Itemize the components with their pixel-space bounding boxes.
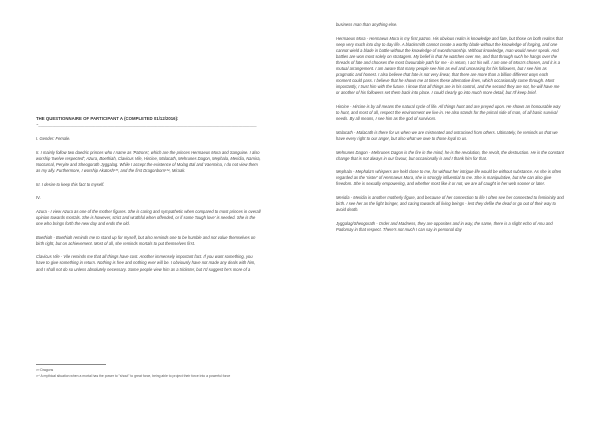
azura-paragraph: Azura - I view Azura as one of the mother figures. She is caring and sympathetic when compared to most princes in overall opinion towards mortals. She is however, strict and wrathful when offended, or if some 'tough love' is needed. She is the one who brings forth the new day and ends the old. (36, 208, 261, 227)
questionnaire-title: THE QUESTIONNAIRE OF PARTICIPANT A (COMPLETED 01/12/2016): (36, 116, 179, 121)
gender-answer: I. Gender: Female. (36, 136, 71, 142)
malacath-paragraph: Malacath - Malacath is there for us when we are mistreated and ostracised from others. Ultimately, he reminds us that we have every right to our anger, but also what we owe to those loyal to us. (336, 129, 558, 141)
mehrunes-dagon-paragraph: Mehrunes Dagon - Mehrunes Dagon is the fire in the mind, he is the revolution, the revolt, the destruction. He is the constant change that is not always in our favour, but occasionally is and I thank him for that. (336, 149, 564, 161)
clavicus-vile-paragraph: Clavicus Vile - Vile reminds me that all things have cost. Another immensely important fact. If you want something, you have to give something in return. Nothing is free and nothing ever will be. I obviously have not made any deals with him, and I shall not do so unless absolutely necessary. Some people view him as a trickster, but I'd suggest he's more of a (36, 254, 256, 272)
jyggalag-sheogorath-paragraph: Jyggalag/Sheogorath - Order and Madness, they are opposites and in way, the same, there is a slight echo of Anu and Padomay in that respect. There's not much I can say in personal day (336, 220, 553, 232)
footnote-rule (36, 364, 106, 365)
right-page (300, 0, 600, 424)
continuation-line: business man than anything else. (336, 22, 398, 27)
meridia-paragraph: Meridia - Meridia is another motherly figure, and because of her connection to life I often see her connected to femininity and birth. I see her as the light bringer, and caring towards all living beings - lest they defile the dead or go out of their way to avoid death. (336, 194, 564, 213)
footnotes (36, 364, 262, 380)
right-page-body (336, 22, 564, 240)
footnote-133: ¹³³ Dragons (36, 368, 54, 372)
title-underline: ~_______________________________________________________________________________________________ (36, 122, 257, 128)
privacy-answer: III. I desire to keep this fact to myself. (36, 181, 105, 187)
left-page-body (36, 116, 262, 280)
boethiah-paragraph: Boethiah - Boethiah reminds me to stand up for myself, but also reminds one to be humble and not value themselves on birth right, but on achievement. Most of all, she reminds mortals to put themselves first. (36, 234, 256, 246)
mephala-paragraph: Mephala - Mephala's whispers are held close to me, for without her intrigue life would be without substance. As she is often regarded as the 'sister' of Hermaeus Mora, she is strongly influential to me. She is manipulative, but she can also give freedom. She is sexually empowering, and whether most like it or not, we are all caught in her web sooner or later. (336, 169, 562, 187)
hircine-paragraph: Hircine - Hircine is by all means the natural cycle of life. All things hunt and are preyed upon. He shows an honourable way to hunt, and most of all, respect the environment we live in. He also stands for the primal side of man, of all basic survival needs. By all means, I see him as the god of survivors. (336, 104, 561, 122)
patrons-answer: II. I mainly follow two daedric princes who I name as 'Patrons', which are the princes Hermaeus Mora and Sanguine. I also worship 'twelve respected'; Azura, Boethiah, Clavicus Vile, Hircine, Malacath, Mehrunes Dagon, Mephala, Meridia, Namira, Nocturnal, Peryite and Sheogorath Jyggalag. While I accept the existence of Molag Bal and Vaermina, I do not view them as my ally. Furthermore, I worship Akatosh¹³³, and the first Dragonborn¹³⁴, Miraak. (36, 149, 261, 174)
footnote-134: ¹³⁴ A mythical situation when a mortal has the power to "shout" to great force, being able to project their force into a powerful force (36, 374, 231, 378)
hermaeus-mora-paragraph: Hermaeus Mora - Hermaeus Mora is my first patron. His obvious realm is knowledge and fate, but those on both realms that seep very much into day to day life. A blacksmith cannot create a worthy blade without the knowledge of forging, and one cannot wield a blade in battle without the knowledge of swordsmanship. Without knowledge, man would never speak. And battles are won most solely on stratagem. My belief is that he watches over me, and that through such he hangs over the threads of fate and chooses the most favourable path for me - in return, I act his will. I am one of Mora's chosen, and it is a mutual arrangement. I am aware that many people see him as evil and unceasing for his followers, but I see him as pragmatic and honest. I also believe that fate is not very linear, that there are more than a billion different ways each moment could pass. I believe that he shows me at times these alternative lines, which occasionally come through. Most importantly, I trust him with the future. I know that all things are in his control, and the second they are not, he will have me or another of his followers set them back into place. I could clearly go into much more detail, but I'll keep brief. (336, 35, 563, 96)
section-iv-heading: IV. (36, 195, 41, 201)
